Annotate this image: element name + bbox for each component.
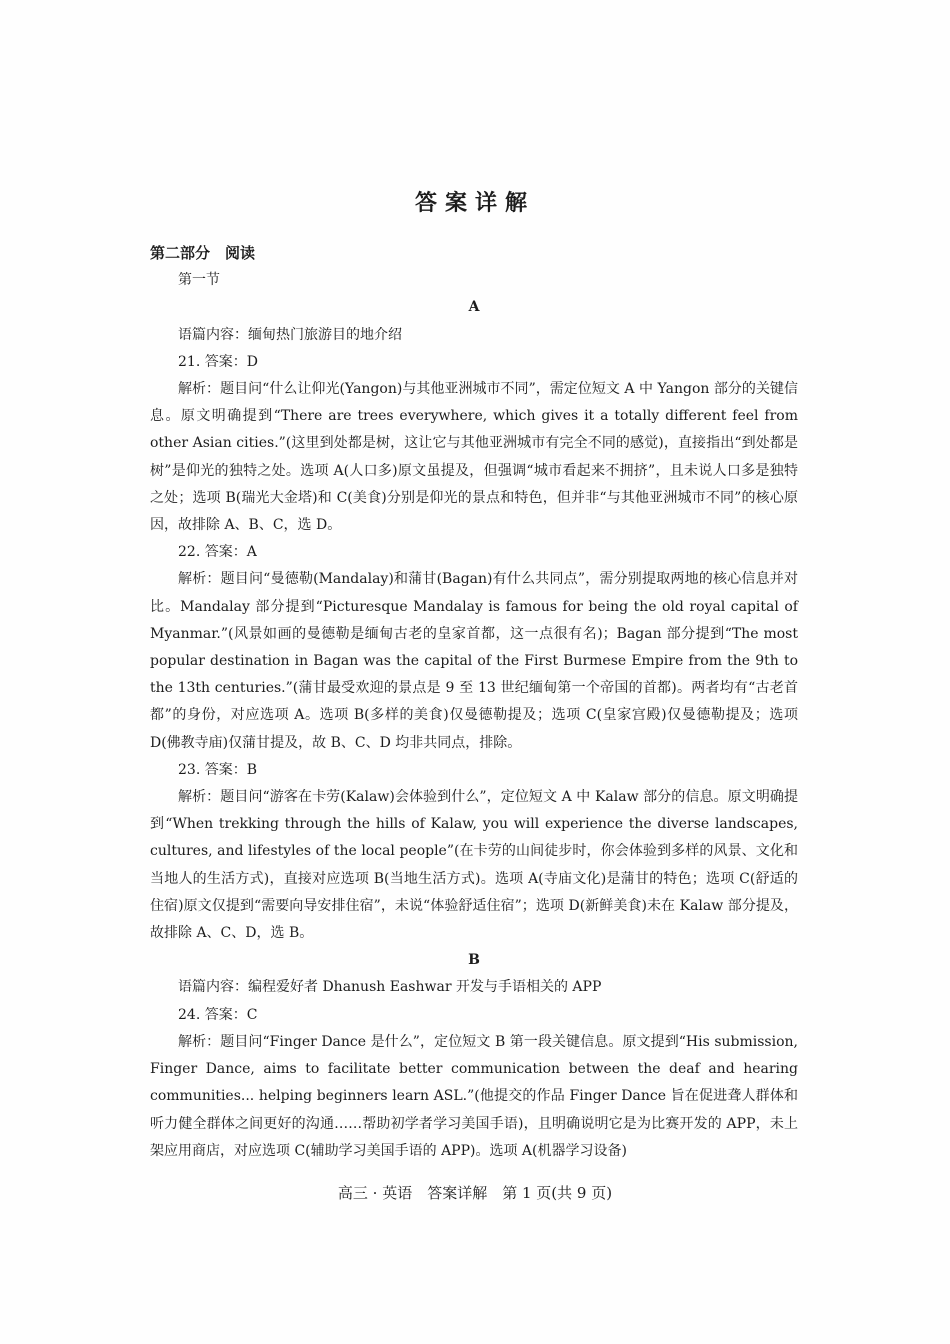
document-body	[150, 240, 798, 1165]
passage-b-summary: 语篇内容：编程爱好者 Dhanush Eashwar 开发与手语相关的 APP	[178, 979, 602, 996]
passage-a-letter: A	[468, 299, 480, 316]
passage-a-summary: 语篇内容：缅甸热门旅游目的地介绍	[178, 326, 402, 343]
q24-answer: 24. 答案：C	[178, 1006, 258, 1023]
part-heading: 第二部分 阅读	[150, 244, 256, 262]
page-footer: 高三 · 英语 答案详解 第 1 页(共 9 页)	[337, 1184, 613, 1202]
section-label: 第一节	[178, 272, 220, 289]
q23-answer: 23. 答案：B	[178, 761, 258, 778]
q21-answer: 21. 答案：D	[178, 353, 258, 370]
q24-analysis: 解析：题目问“Finger Dance 是什么”，定位短文 B 第一段关键信息。原文提到“His submission, Finger Dance, aims to facilitate better communication between the deaf and hearing communities... helping beginners learn ASL.”(他提交的作品 Finger Dance 旨在促进聋人群体和听力健全群体之间更好的沟通……帮助初学者学习美国手语)，且明确说明它是为比赛开发的 APP，未上架应用商店，对应选项 C(辅助学习美国手语的 APP)。选项 A(机器学习设备)	[150, 1033, 798, 1159]
q21-analysis: 解析：题目问“什么让仰光(Yangon)与其他亚洲城市不同”，需定位短文 A 中 Yangon 部分的关键信息。原文明确提到“There are trees everywhere, which gives it a totally different feel from other Asian cities.”(这里到处都是树，这让它与其他亚洲城市有完全不同的感觉)，直接指出“到处都是树”是仰光的独特之处。选项 A(人口多)原文虽提及，但强调“城市看起来不拥挤”，且未说人口多是独特之处；选项 B(瑞光大金塔)和 C(美食)分别是仰光的景点和特色，但并非“与其他亚洲城市不同”的核心原因，故排除 A、B、C，选 D。	[150, 381, 798, 534]
passage-b-letter: B	[468, 952, 480, 969]
q22-analysis: 解析：题目问“曼德勒(Mandalay)和蒲甘(Bagan)有什么共同点”，需分别提取两地的核心信息并对比。Mandalay 部分提到“Picturesque Mandalay is famous for being the old royal capital of Myanmar.”(风景如画的曼德勒是缅甸古老的皇家首都，这一点很有名)；Bagan 部分提到“The most popular destination in Bagan was the capital of the First Burmese Empire from the 9th to the 13th centuries.”(蒲甘最受欢迎的景点是 9 至 13 世纪缅甸第一个帝国的首都)。两者均有“古老首都”的身份，对应选项 A。选项 B(多样的美食)仅曼德勒提及；选项 C(皇家宫殿)仅曼德勒提及；选项 D(佛教寺庙)仅蒲甘提及，故 B、C、D 均非共同点，排除。	[150, 571, 798, 751]
page-title: 答案详解	[414, 191, 535, 216]
q23-analysis: 解析：题目问“游客在卡劳(Kalaw)会体验到什么”，定位短文 A 中 Kalaw 部分的信息。原文明确提到“When trekking through the hills of Kalaw, you will experience the diverse landscapes, cultures, and lifestyles of the local people”(在卡劳的山间徒步时，你会体验到多样的风景、文化和当地人的生活方式)，直接对应选项 B(当地生活方式)。选项 A(寺庙文化)是蒲甘的特色；选项 C(舒适的住宿)原文仅提到“需要向导安排住宿”，未说“体验舒适住宿”；选项 D(新鲜美食)未在 Kalaw 部分提及，故排除 A、C、D，选 B。	[150, 789, 798, 942]
q22-answer: 22. 答案：A	[178, 544, 257, 561]
